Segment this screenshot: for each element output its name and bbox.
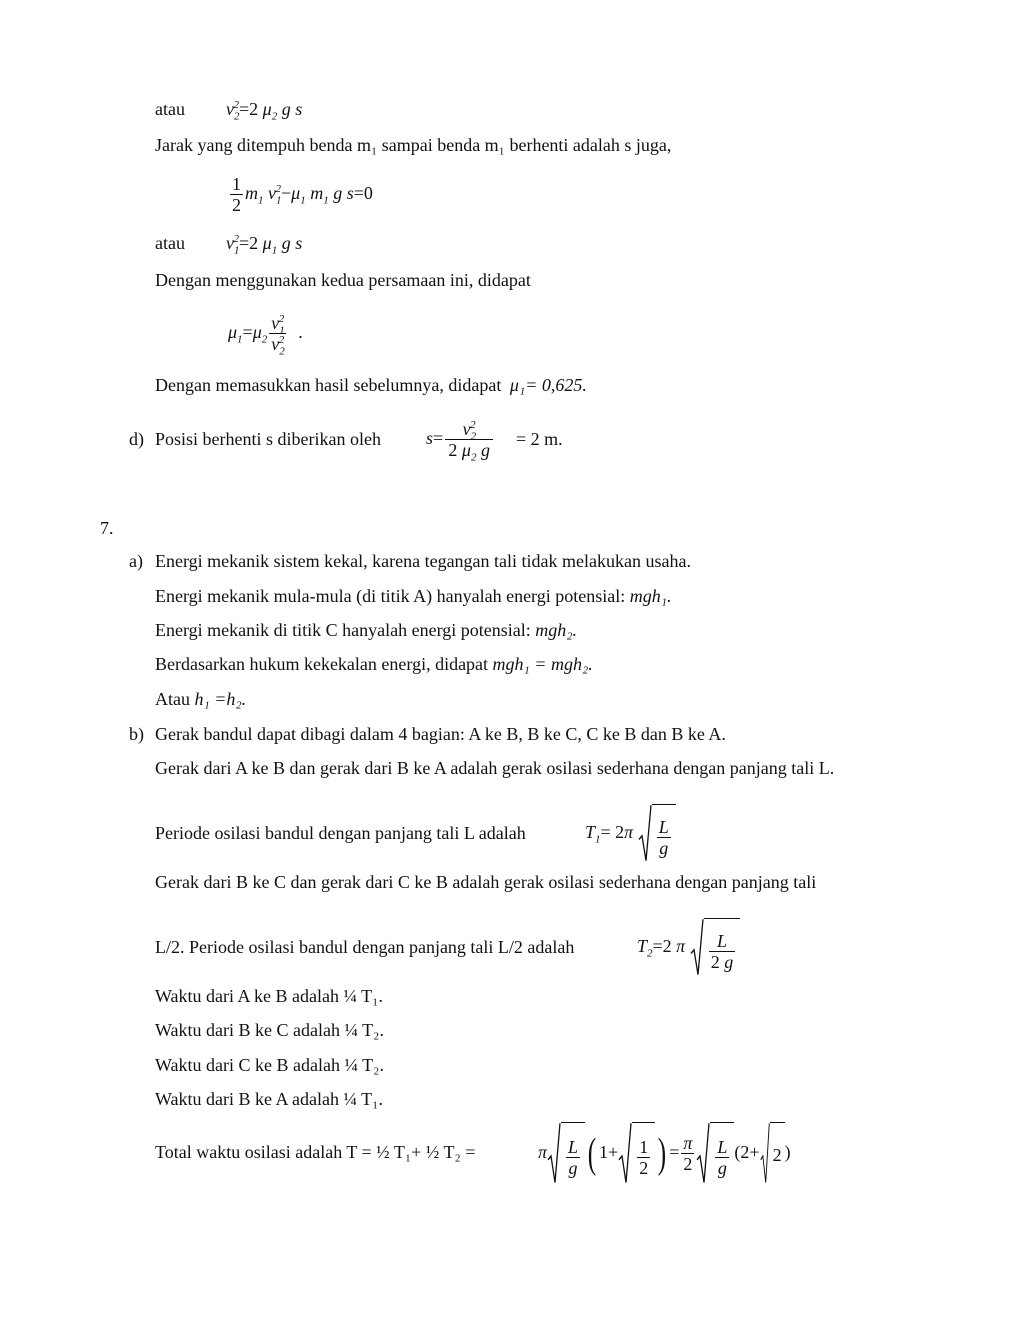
item-a-line-4-text: Berdasarkan hukum kekekalan energi, didapat [155,654,489,674]
sqrt-icon [638,804,652,863]
sqrt-icon [547,1122,561,1185]
period1-text: Periode osilasi bandul dengan panjang tali L adalah [155,823,526,843]
time-b-to-c: Waktu dari B ke C adalah ¼ T₂. [155,1020,384,1040]
equation-mu1: $\mu_1=\mu_2$ $\frac{v_1^2}{v_2^2}$ . [228,313,303,358]
item-a-line-2-text: Energi mekanik mula-mula (di titik A) hanyalah energi potensial: [155,586,626,606]
item-a-line-4 [155,653,593,675]
equation-s: s= $\frac{v_2^2}{2 \mu_2 g}$ [426,410,495,466]
dengan-text: Dengan menggunakan kedua persamaan ini, didapat [155,270,531,290]
item-a-label: a) [129,551,143,571]
equation-energy-balance: $\frac{1}{2}$ $m_1$ $v_1^2-\mu_1$ $m_1$ g s=0 [232,174,373,216]
jarak-text: Jarak yang ditempuh benda m₁ sampai benda m₁ berhenti adalah s juga, [155,135,672,155]
sqrt-icon [760,1122,770,1185]
item-b-line-1: Gerak bandul dapat dibagi dalam 4 bagian: A ke B, B ke C, C ke B dan B ke A. [155,724,726,744]
height-equality: h₁ =h₂. [194,689,247,709]
item-a-line-3-text: Energi mekanik di titik C hanyalah energi potensial: [155,620,531,640]
sqrt-icon [696,1122,710,1185]
item-b-line-3: Gerak dari B ke C dan gerak dari C ke B adalah gerak osilasi sederhana dengan panjang tali [155,872,817,892]
question-number: 7. [100,518,114,538]
item-d-text: Posisi berhenti s diberikan oleh [155,429,381,449]
result-value: μ₁= 0,625. [509,375,587,395]
item-a-line-5 [155,688,246,710]
period2-text: L/2. Periode osilasi bandul dengan panjang tali L/2 adalah [155,937,575,957]
result-text [155,374,587,396]
result-label: Dengan memasukkan hasil sebelumnya, didapat [155,375,502,395]
item-b-line-2: Gerak dari A ke B dan gerak dari B ke A adalah gerak osilasi sederhana dengan panjang tali L. [155,758,835,778]
equation-total-time: π $\frac{L}{g}$ ( 1+ $\frac{1}{2}$ ) = $\frac{\pi}{2}$ $\frac{L}{g}$ (2+ 2 ) [538,1122,791,1185]
item-b-label: b) [129,724,144,744]
item-a-line-1: Energi mekanik sistem kekal, karena tegangan tali tidak melakukan usaha. [155,551,691,571]
equation-v2-squared: $v_2^2=2$ $\mu_2$ g s [226,99,303,123]
atau-label-2: atau [155,233,185,253]
mgh2-value: mgh₂. [535,620,578,640]
atau-label-1: atau [155,99,185,119]
conservation-equation: mgh₁ = mgh₂. [492,654,593,674]
item-a-line-3 [155,619,577,641]
equation-v1-squared: $v_1^2=2$ $\mu_1$ g s [226,233,303,257]
equation-T2: $T_2=2$ π $\frac{L}{2 g}$ [637,918,740,977]
sqrt-icon [618,1122,632,1185]
item-a-line-5-text: Atau [155,689,190,709]
time-b-to-a: Waktu dari B ke A adalah ¼ T₁. [155,1089,383,1109]
time-a-to-b: Waktu dari A ke B adalah ¼ T₁. [155,986,383,1006]
sqrt-icon [690,918,704,977]
item-d-result: = 2 m. [516,429,563,449]
item-a-line-2 [155,585,671,607]
time-c-to-b: Waktu dari C ke B adalah ¼ T₂. [155,1055,384,1075]
total-time-text: Total waktu osilasi adalah T = ½ T₁+ ½ T₂ = [155,1142,476,1162]
mgh1-value: mgh₁. [629,586,672,606]
equation-T1: $T_1= 2\pi$ $\frac{L}{g}$ [585,804,676,863]
item-d-label: d) [129,429,144,449]
